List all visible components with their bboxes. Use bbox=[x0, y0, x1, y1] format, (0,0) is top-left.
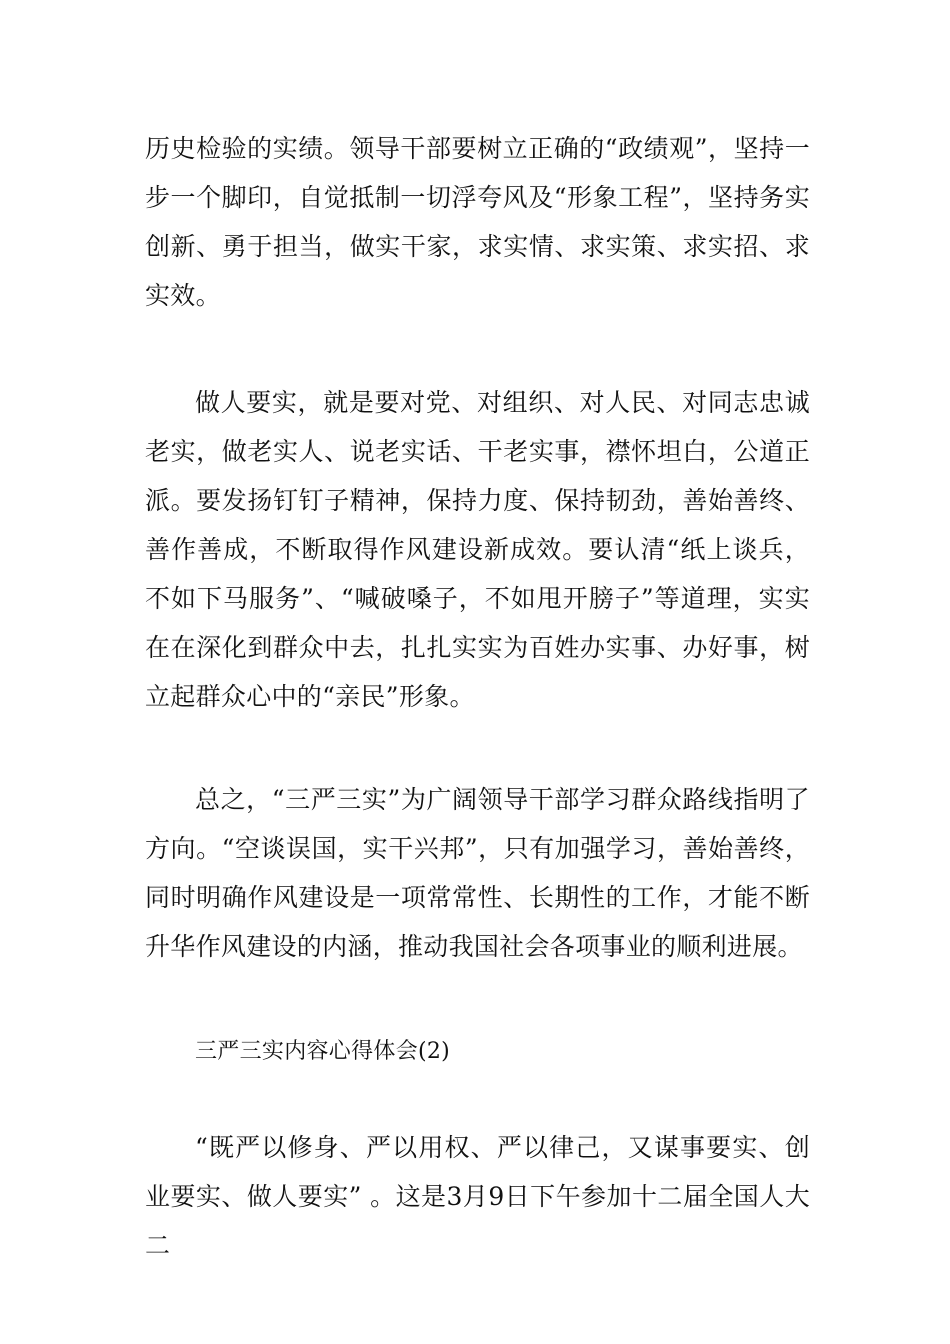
section-heading: 三严三实内容心得体会(2) bbox=[195, 1039, 451, 1064]
paragraph-3: 总之，“三严三实”为广阔领导干部学习群众路线指明了方向。“空谈误国，实干兴邦”，只有加强学习，善始善终，同时明确作风建设是一项常常性、长期性的工作，才能不断升华作风建设的内涵，推动我国社会各项事业的顺利进展。 bbox=[145, 785, 810, 961]
paragraph-4: “既严以修身、严以用权、严以律己，又谋事要实、创业要实、做人要实” 。这是3月9日下午参加十二届全国人大二 bbox=[145, 1133, 810, 1260]
paragraph-2: 做人要实，就是要对党、对组织、对人民、对同志忠诚老实，做老实人、说老实话、干老实事，襟怀坦白，公道正派。要发扬钉钉子精神，保持力度、保持韧劲，善始善终、善作善成，不断取得作风建设新成效。要认清“纸上谈兵，不如下马服务”、“喊破嗓子，不如甩开膀子”等道理，实实在在深化到群众中去，扎扎实实为百姓办实事、办好事，树立起群众心中的“亲民”形象。 bbox=[145, 388, 810, 711]
paragraph-1: 历史检验的实绩。领导干部要树立正确的“政绩观”，坚持一步一个脚印，自觉抵制一切浮夸风及“形象工程”，坚持务实创新、勇于担当，做实干家，求实情、求实策、求实招、求实效。 bbox=[145, 134, 810, 310]
